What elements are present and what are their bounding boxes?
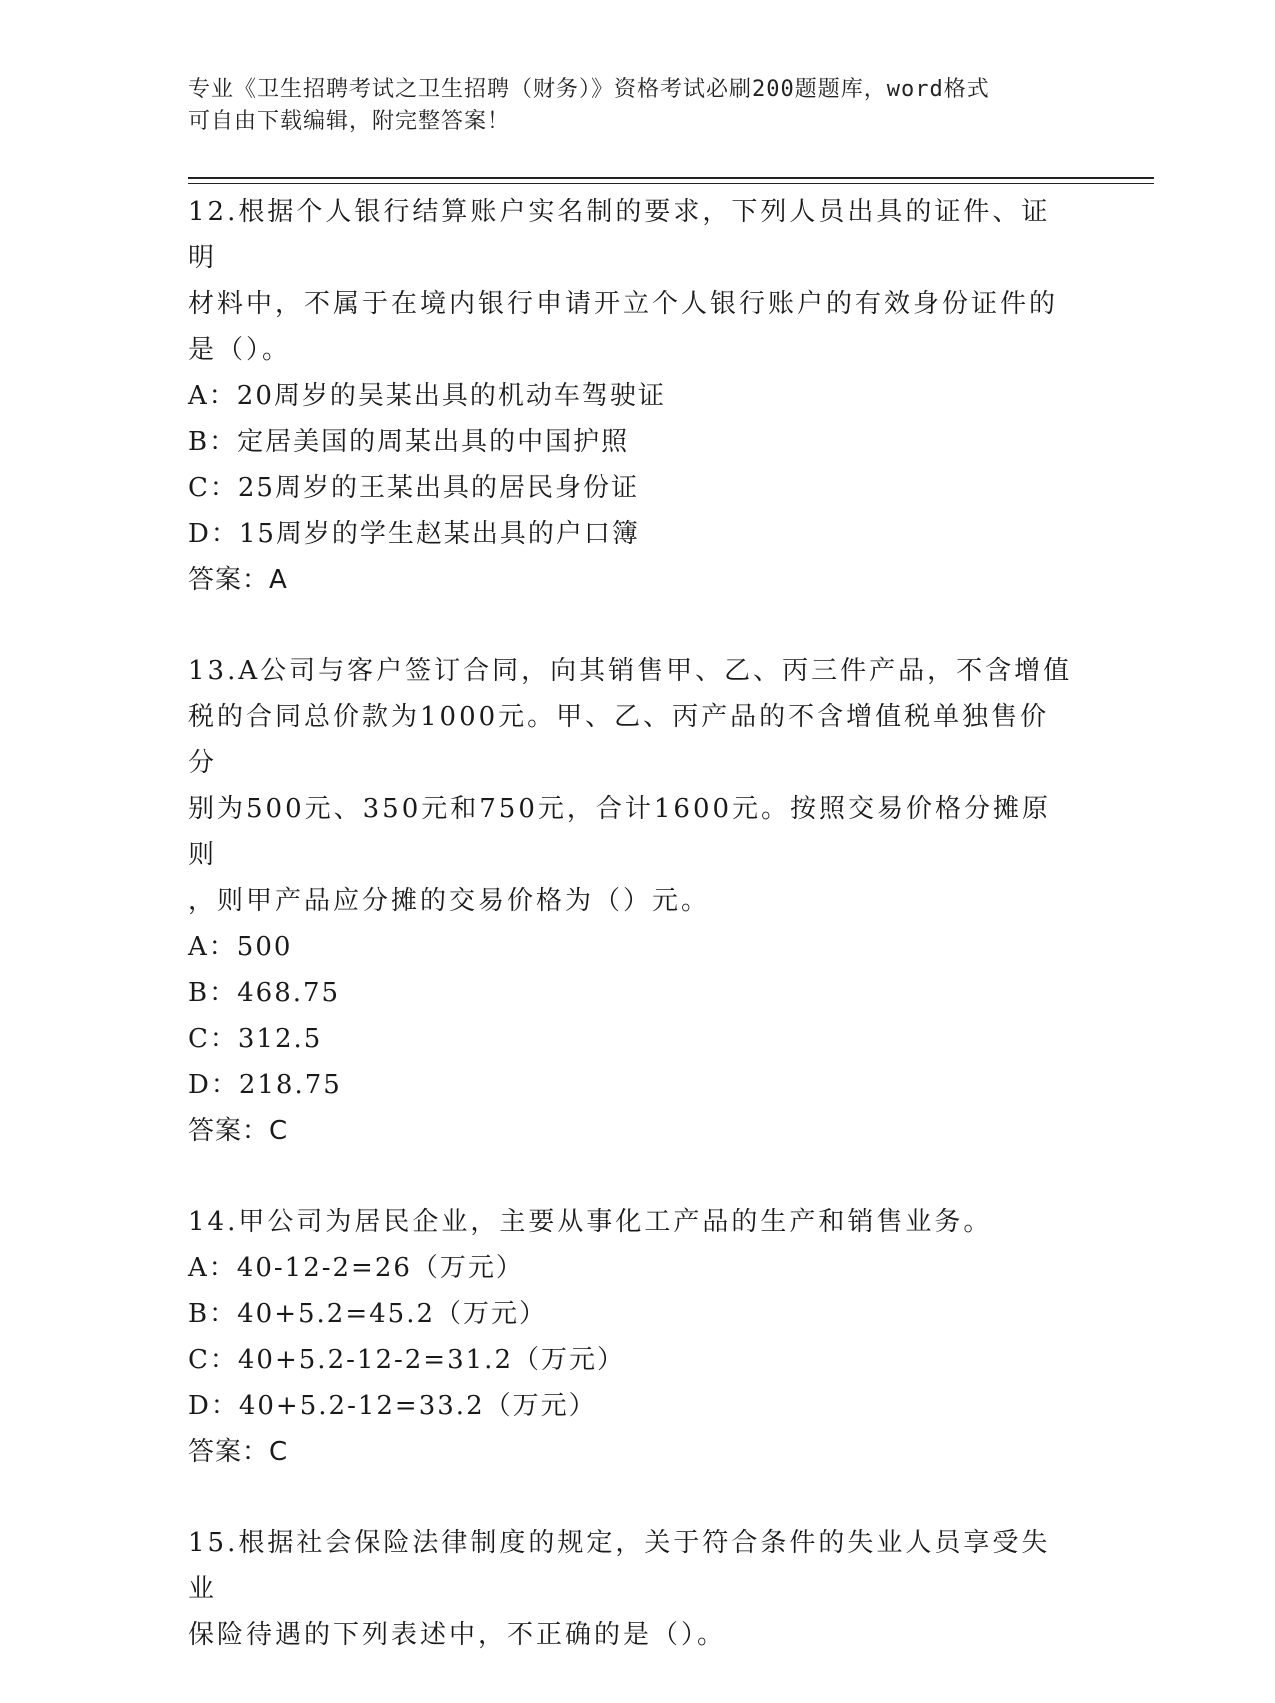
question-text-line: 别为500元、350元和750元，合计1600元。按照交易价格分摊原则 (188, 794, 1052, 870)
option-b: B：468.75 (188, 978, 341, 1008)
question-14 (188, 1199, 1078, 1475)
question-15 (188, 1520, 1078, 1658)
header-line-1: 专业《卫生招聘考试之卫生招聘（财务）》资格考试必刷200题题库，word格式 (188, 77, 990, 102)
option-d: D：40+5.2-12=33.2（万元） (188, 1391, 597, 1421)
question-text-line: 12.根据个人银行结算账户实名制的要求，下列人员出具的证件、证明 (188, 197, 1051, 273)
header-line-2: 可自由下载编辑，附完整答案！ (188, 109, 511, 134)
option-d: D：218.75 (188, 1070, 342, 1100)
question-text-line: 材料中，不属于在境内银行申请开立个人银行账户的有效身份证件的 (188, 289, 1059, 319)
option-c: C：40+5.2-12-2=31.2（万元） (188, 1345, 625, 1375)
question-text-line: 15.根据社会保险法律制度的规定，关于符合条件的失业人员享受失业 (188, 1528, 1051, 1604)
option-c: C：312.5 (188, 1024, 323, 1054)
option-c: C：25周岁的王某出具的居民身份证 (188, 473, 639, 503)
question-text-line: ，则甲产品应分摊的交易价格为（）元。 (188, 886, 711, 916)
answer-label: 答案：C (188, 1437, 289, 1467)
option-b: B：定居美国的周某出具的中国护照 (188, 427, 630, 457)
answer-label: 答案：C (188, 1116, 289, 1146)
option-a: A：20周岁的吴某出具的机动车驾驶证 (188, 381, 666, 411)
answer-label: 答案：A (188, 565, 288, 595)
question-text-line: 税的合同总价款为1000元。甲、乙、丙产品的不含增值税单独售价分 (188, 702, 1050, 778)
option-b: B：40+5.2=45.2（万元） (188, 1299, 548, 1329)
option-d: D：15周岁的学生赵某出具的户口簿 (188, 519, 640, 549)
option-a: A：40-12-2=26（万元） (188, 1253, 524, 1283)
question-text-line: 13.A公司与客户签订合同，向其销售甲、乙、丙三件产品，不含增值 (188, 656, 1073, 686)
header-divider-thin (188, 183, 1154, 184)
question-text-line: 是（）。 (188, 335, 292, 365)
question-13 (188, 648, 1078, 1154)
question-text-line: 保险待遇的下列表述中，不正确的是（）。 (188, 1620, 727, 1650)
question-text-line: 14.甲公司为居民企业，主要从事化工产品的生产和销售业务。 (188, 1207, 993, 1237)
header-divider (188, 177, 1154, 179)
question-12 (188, 189, 1078, 603)
option-a: A：500 (188, 932, 293, 962)
question-list (188, 189, 1078, 1703)
page-header (188, 74, 1068, 138)
